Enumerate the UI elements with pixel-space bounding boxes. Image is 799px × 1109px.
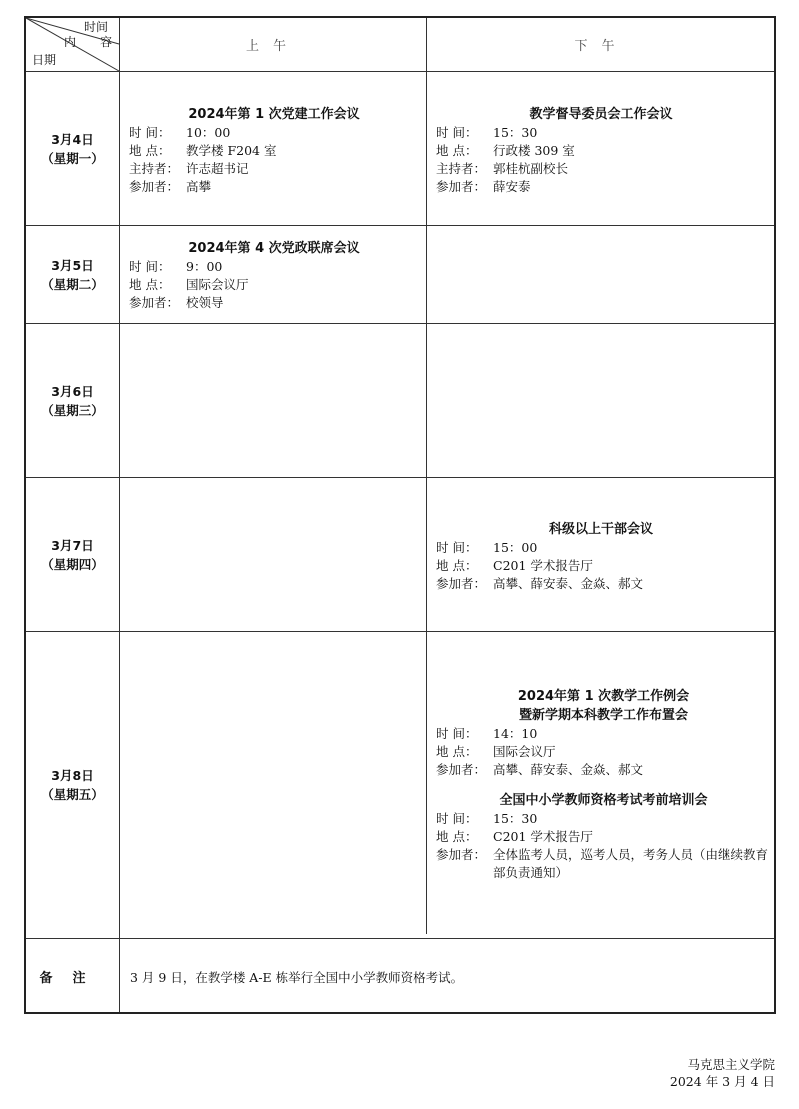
meeting-time: 15：00 (493, 540, 538, 555)
weekday-label: （星期四） (41, 556, 104, 572)
meeting-time: 14：10 (493, 726, 538, 741)
divider (119, 18, 120, 1012)
weekday-label: （星期一） (41, 150, 104, 166)
participants-label: 参加者： (436, 576, 487, 591)
meeting-time: 9：00 (186, 259, 223, 274)
time-label: 时 间： (436, 811, 478, 826)
meeting-place: 国际会议厅 (186, 277, 249, 292)
date-cell (26, 324, 119, 477)
meeting-participants: 高攀 (186, 179, 212, 194)
date-label: 3月5日 (51, 257, 94, 273)
place-label: 地 点： (436, 558, 478, 573)
remarks-label: 备注 (39, 971, 106, 986)
footer (670, 1056, 775, 1090)
footer-org: 马克思主义学院 (687, 1057, 775, 1072)
date-label: 3月6日 (51, 383, 94, 399)
weekday-label: （星期五） (41, 787, 104, 802)
participants-label: 参加者： (436, 179, 487, 194)
corner-time-label: 时间 (84, 20, 109, 34)
participants-label: 参加者： (436, 847, 487, 862)
meeting-time: 15：30 (493, 811, 538, 826)
meeting-participants: 高攀、薛安泰、金焱、郝文 (493, 762, 644, 777)
meeting-subtitle: 暨新学期本科教学工作布置会 (518, 708, 688, 723)
host-label: 主持者： (129, 161, 180, 176)
meeting-time: 10：00 (186, 125, 231, 140)
meeting-title: 全国中小学教师资格考试考前培训会 (499, 793, 708, 808)
meeting-title: 2024年第 4 次党政联席会议 (188, 241, 360, 256)
morning-header: 上午 (245, 39, 300, 54)
date-label: 3月8日 (51, 768, 94, 783)
meeting-entry (436, 520, 766, 593)
divider (26, 71, 774, 72)
divider (426, 18, 427, 934)
meeting-place: 行政楼 309 室 (493, 143, 575, 158)
meeting-title: 2024年第 1 次党建工作会议 (188, 107, 360, 122)
participants-label: 参加者： (129, 179, 180, 194)
schedule-table (24, 16, 776, 1014)
date-label: 3月7日 (51, 537, 94, 553)
date-cell (26, 72, 119, 225)
meeting-time: 15：30 (493, 125, 538, 140)
meeting-entry (436, 687, 771, 882)
meeting-participants: 校领导 (186, 295, 224, 310)
participants-label: 参加者： (129, 295, 180, 310)
time-label: 时 间： (129, 125, 171, 140)
weekday-label: （星期二） (41, 276, 104, 292)
time-label: 时 间： (436, 125, 478, 140)
date-cell (26, 632, 119, 938)
meeting-title: 2024年第 1 次教学工作例会 (517, 689, 690, 704)
participants-label: 参加者： (436, 762, 487, 777)
divider (26, 631, 774, 632)
remarks-text: 3 月 9 日，在教学楼 A-E 栋举行全国中小学教师资格考试。 (130, 969, 464, 985)
date-cell (26, 226, 119, 323)
footer-date: 2024 年 3 月 4 日 (669, 1074, 775, 1089)
meeting-title: 科级以上干部会议 (548, 522, 653, 537)
divider (26, 477, 774, 478)
date-label: 3月4日 (51, 131, 94, 147)
place-label: 地 点： (436, 829, 478, 844)
meeting-place: 教学楼 F204 室 (186, 143, 277, 158)
meeting-place: 国际会议厅 (493, 744, 556, 759)
meeting-participants: 全体监考人员，巡考人员，考务人员（由继续教育部负责通知） (493, 847, 769, 880)
divider (26, 323, 774, 324)
date-cell (26, 478, 119, 631)
afternoon-header: 下午 (574, 39, 629, 54)
time-label: 时 间： (436, 726, 478, 741)
place-label: 地 点： (129, 143, 171, 158)
corner-content-label: 内 容 (64, 35, 113, 49)
meeting-participants: 高攀、薛安泰、金焱、郝文 (493, 576, 644, 591)
corner-date-label: 日期 (32, 53, 57, 67)
meeting-entry (129, 105, 419, 196)
meeting-participants: 薛安泰 (493, 179, 531, 194)
time-label: 时 间： (129, 259, 171, 274)
meeting-place: C201 学术报告厅 (493, 829, 593, 844)
divider (26, 225, 774, 226)
host-label: 主持者： (436, 161, 487, 176)
meeting-entry (436, 105, 766, 196)
meeting-host: 许志超书记 (186, 161, 249, 176)
place-label: 地 点： (436, 143, 478, 158)
meeting-entry (129, 239, 419, 312)
place-label: 地 点： (436, 744, 478, 759)
meeting-host: 郭桂杭副校长 (493, 161, 569, 176)
weekday-label: （星期三） (41, 402, 104, 418)
meeting-title: 教学督导委员会工作会议 (529, 107, 673, 122)
time-label: 时 间： (436, 540, 478, 555)
meeting-place: C201 学术报告厅 (493, 558, 593, 573)
place-label: 地 点： (129, 277, 171, 292)
